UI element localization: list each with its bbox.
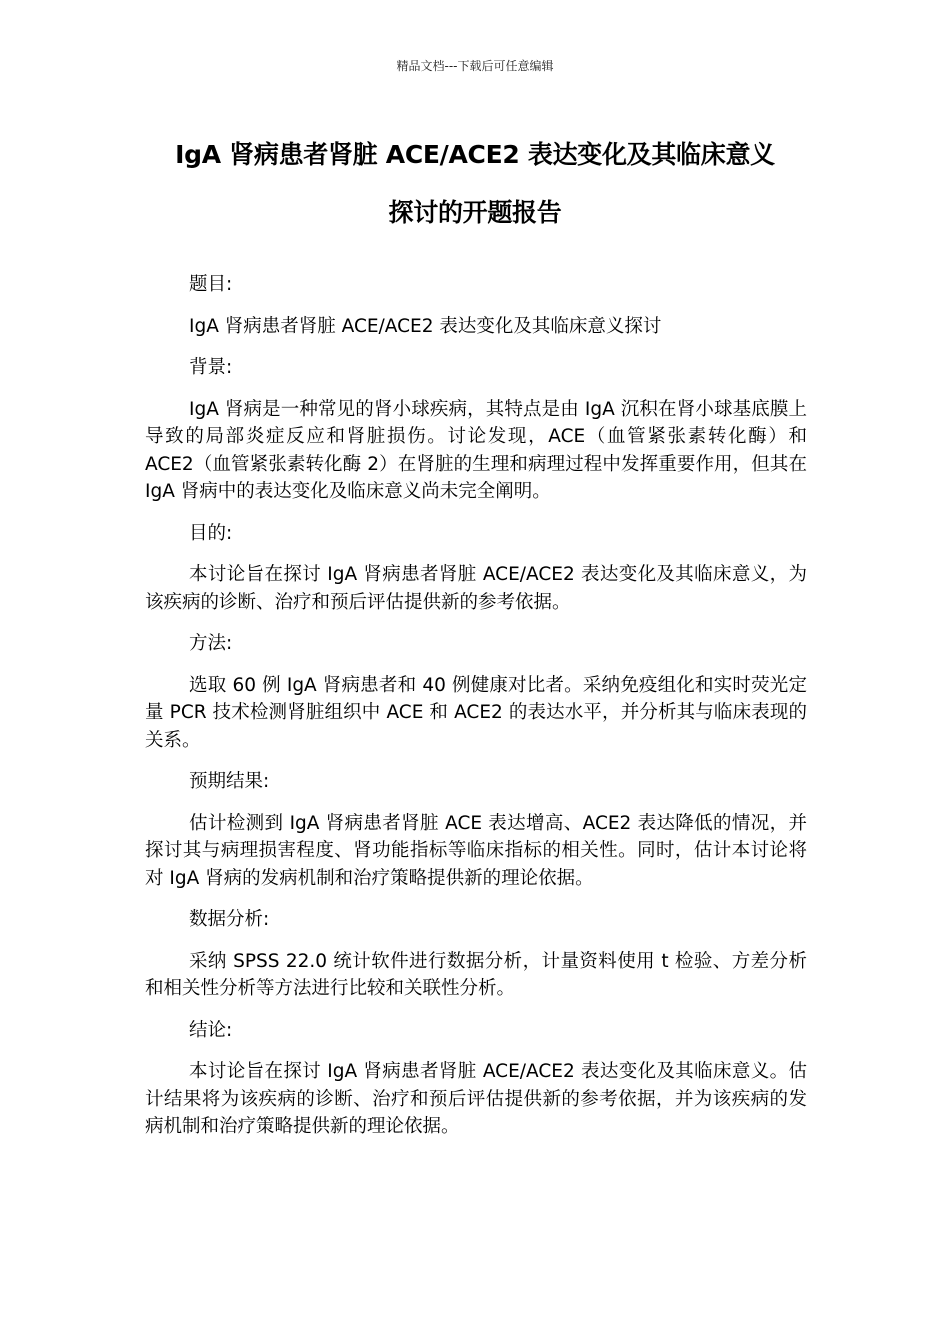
- conclusion-label: 结论:: [189, 1019, 233, 1041]
- background-text: IgA 肾病是一种常见的肾小球疾病，其特点是由 IgA 沉积在肾小球基底膜上导致的局部炎症反应和肾脏损伤。讨论发现，ACE（血管紧张素转化酶）和 ACE2（血管紧张素转化酶 2）在肾脏的生理和病理过程中发挥重要作用，但其在 IgA 肾病中的表达变化及临床意义尚未完全阐明。: [145, 398, 807, 502]
- method-text: 选取 60 例 IgA 肾病患者和 40 例健康对比者。采纳免疫组化和实时荧光定量 PCR 技术检测肾脏组织中 ACE 和 ACE2 的表达水平，并分析其与临床表现的关系。: [145, 674, 807, 751]
- data-analysis-label: 数据分析:: [189, 909, 270, 930]
- expected-results-text: 估计检测到 IgA 肾病患者肾脏 ACE 表达增高、ACE2 表达降低的情况，并探讨其与病理损害程度、肾功能指标等临床指标的相关性。同时，估计本讨论将对 IgA 肾病的发病机制和治疗策略提供新的理论依据。: [145, 812, 807, 889]
- document-title-line-1: IgA 肾病患者肾脏 ACE/ACE2 表达变化及其临床意义: [175, 140, 775, 169]
- document-title-line-2: 探讨的开题报告: [388, 198, 562, 227]
- purpose-label: 目的:: [189, 522, 233, 544]
- expected-results-label: 预期结果:: [189, 771, 270, 792]
- purpose-text: 本讨论旨在探讨 IgA 肾病患者肾脏 ACE/ACE2 表达变化及其临床意义，为该疾病的诊断、治疗和预后评估提供新的参考依据。: [145, 564, 807, 613]
- document-body: [145, 271, 807, 1155]
- header-note: 精品文档---下载后可任意编辑: [396, 59, 554, 73]
- topic-label: 题目:: [189, 274, 233, 295]
- data-analysis-text: 采纳 SPSS 22.0 统计软件进行数据分析，计量资料使用 t 检验、方差分析和相关性分析等方法进行比较和关联性分析。: [145, 950, 807, 999]
- conclusion-text: 本讨论旨在探讨 IgA 肾病患者肾脏 ACE/ACE2 表达变化及其临床意义。估计结果将为该疾病的诊断、治疗和预后评估提供新的参考依据，并为该疾病的发病机制和治疗策略提供新的理论依据。: [145, 1061, 807, 1137]
- background-label: 背景:: [189, 357, 233, 378]
- method-label: 方法:: [189, 633, 233, 654]
- topic-text: IgA 肾病患者肾脏 ACE/ACE2 表达变化及其临床意义探讨: [189, 315, 662, 337]
